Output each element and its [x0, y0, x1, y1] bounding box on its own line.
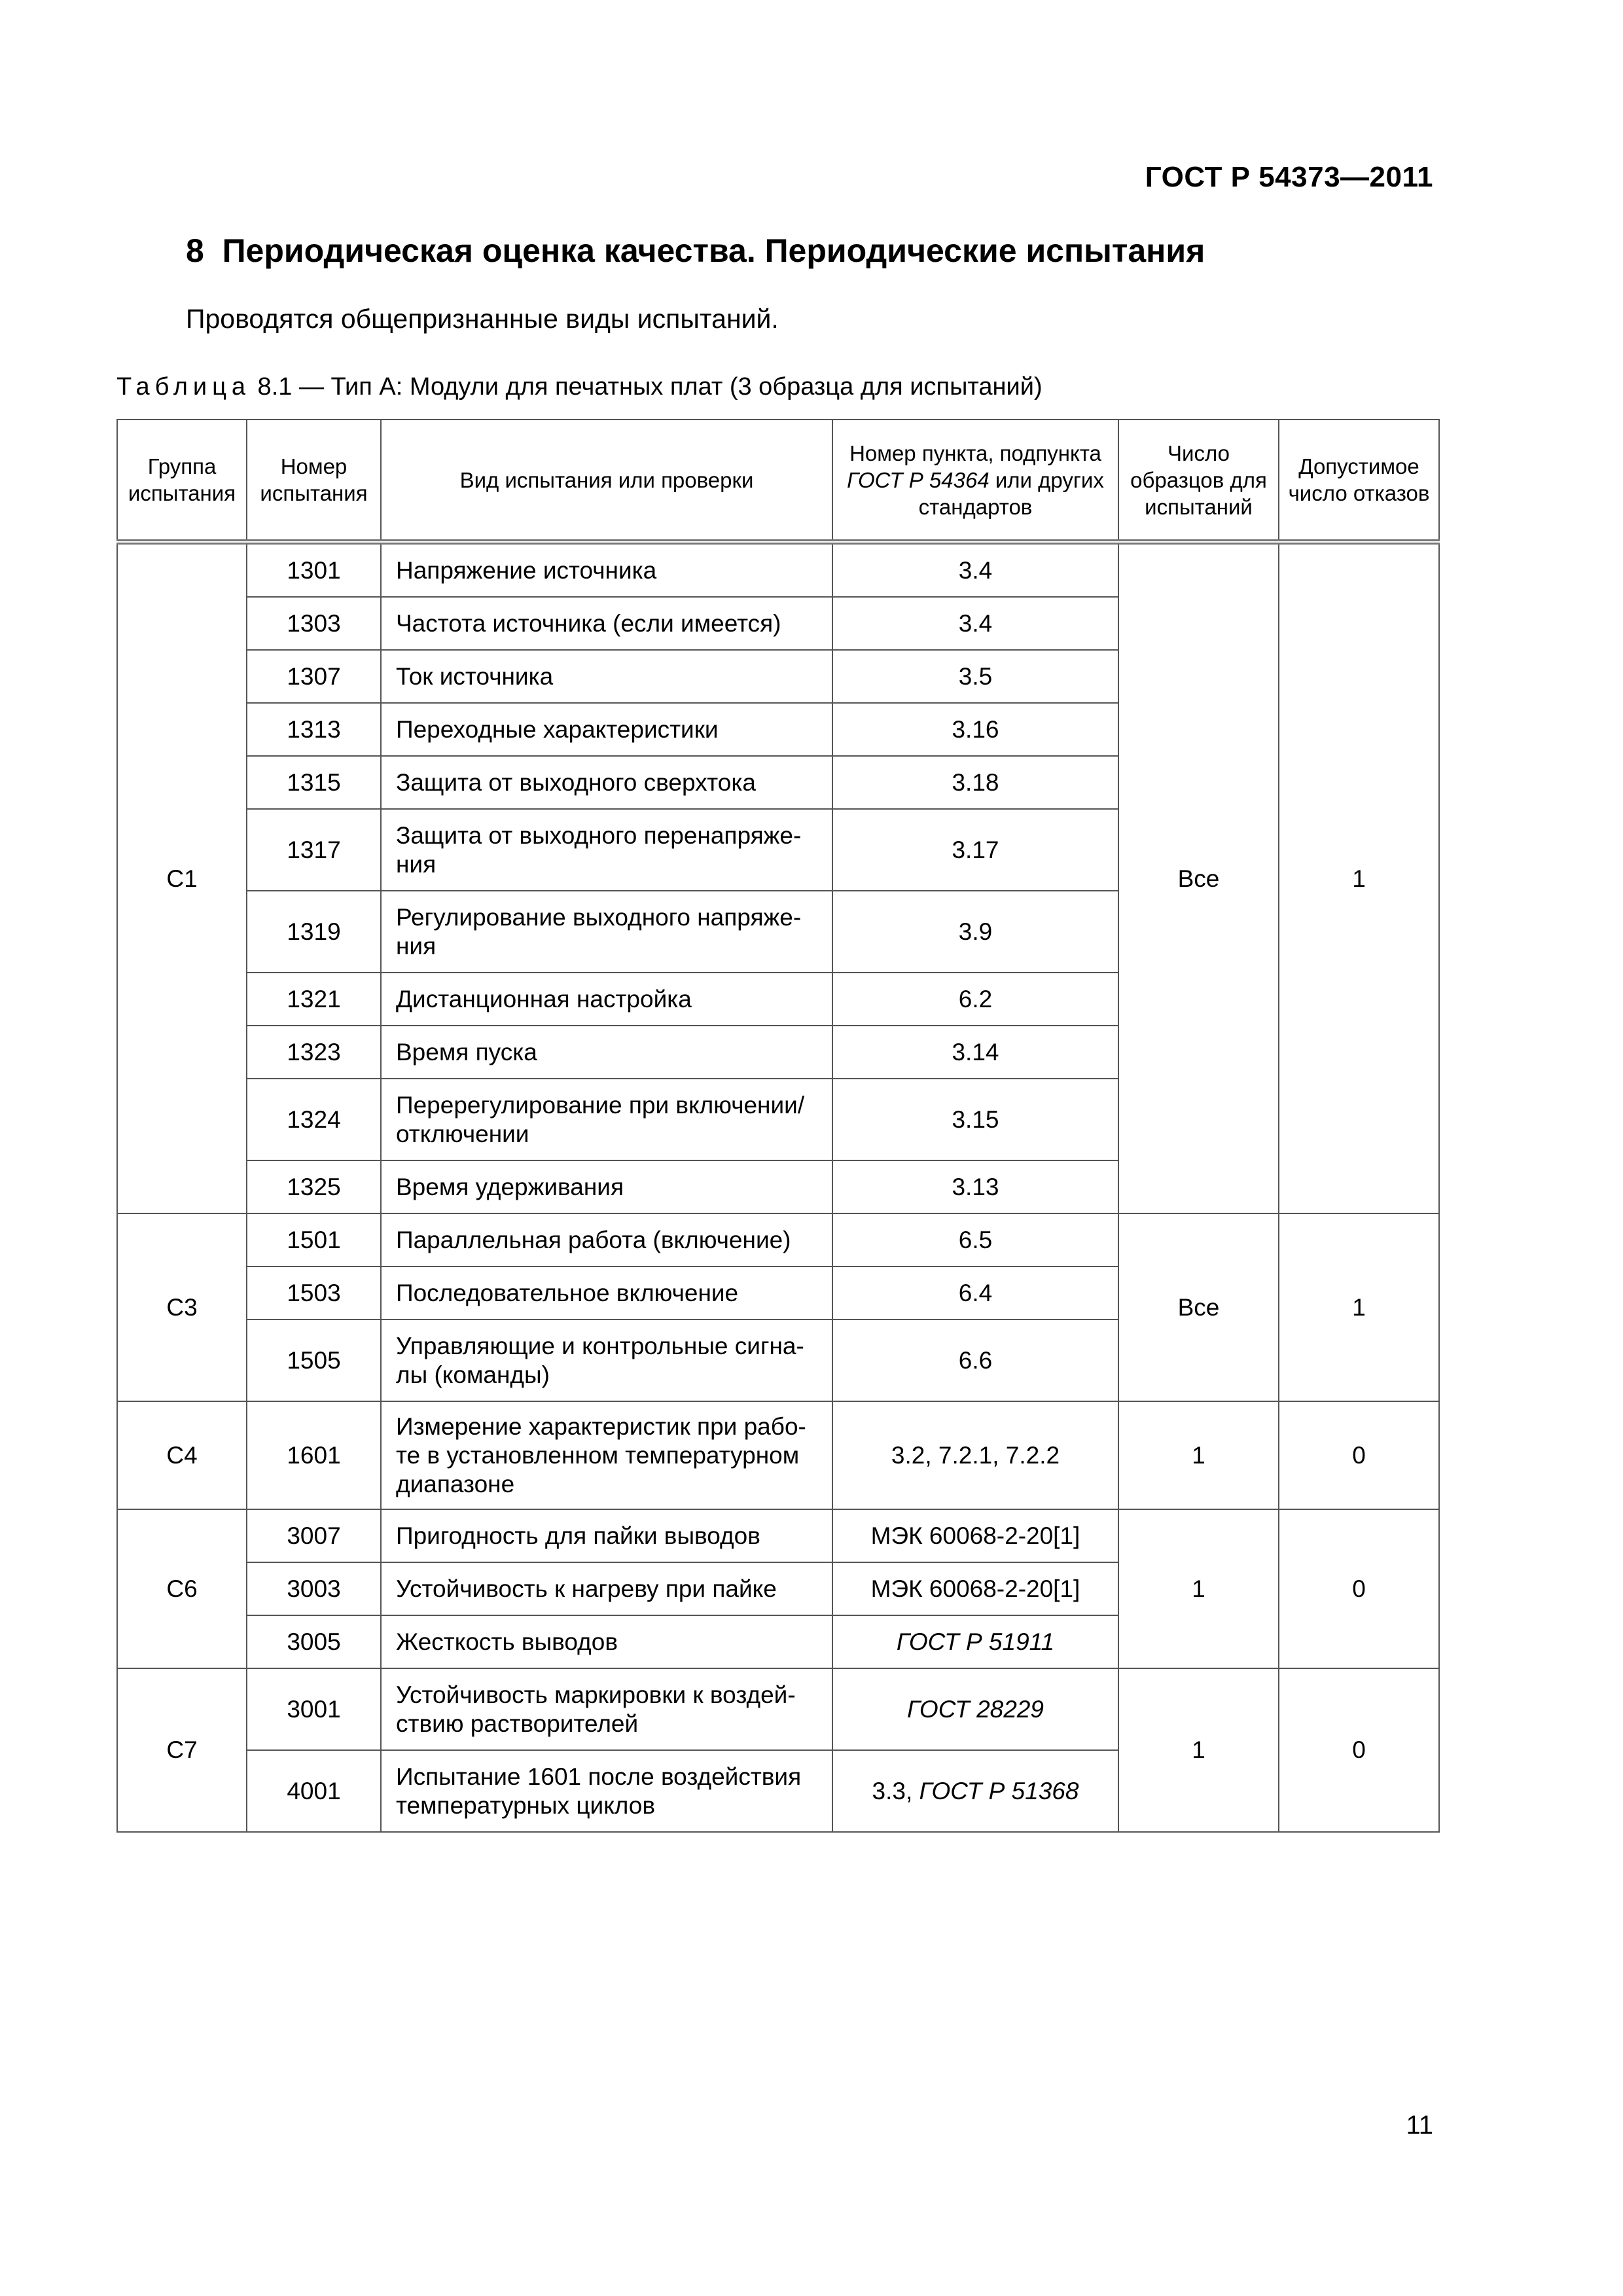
cell-kind: Защита от выходного перенапряже-ния: [381, 809, 832, 891]
cell-kind: Регулирование выходного напряже-ния: [381, 891, 832, 973]
cell-clause: 3.9: [832, 891, 1118, 973]
cell-number: 1313: [247, 703, 381, 756]
cell-clause: 3.14: [832, 1026, 1118, 1079]
cell-kind: Устойчивость маркировки к воздей-ствию растворителей: [381, 1668, 832, 1750]
cell-failures: 0: [1279, 1668, 1439, 1832]
cell-number: 1307: [247, 650, 381, 703]
cell-number: 1303: [247, 597, 381, 650]
cell-kind: Время удерживания: [381, 1160, 832, 1213]
cell-samples: Все: [1118, 542, 1279, 1213]
cell-clause: 3.13: [832, 1160, 1118, 1213]
cell-number: 1324: [247, 1079, 381, 1160]
cell-number: 3001: [247, 1668, 381, 1750]
cell-clause: 3.16: [832, 703, 1118, 756]
cell-number: 1601: [247, 1401, 381, 1509]
cell-failures: 0: [1279, 1509, 1439, 1668]
cell-samples: 1: [1118, 1668, 1279, 1832]
header-number: Номер испытания: [247, 420, 381, 542]
table-row: [117, 1509, 1439, 1562]
cell-number: 1503: [247, 1266, 381, 1319]
cell-number: 1319: [247, 891, 381, 973]
cell-kind: Последовательное включение: [381, 1266, 832, 1319]
cell-number: 1501: [247, 1213, 381, 1266]
section-heading: [186, 232, 1205, 270]
cell-kind: Параллельная работа (включение): [381, 1213, 832, 1266]
cell-kind: Напряжение источника: [381, 542, 832, 597]
section-number: 8: [186, 232, 204, 269]
cell-number: 3007: [247, 1509, 381, 1562]
cell-number: 1325: [247, 1160, 381, 1213]
header-clause-std: ГОСТ Р 54364: [847, 467, 990, 492]
cell-failures: 1: [1279, 542, 1439, 1213]
cell-failures: 0: [1279, 1401, 1439, 1509]
header-clause-line1: Номер пункта, подпункта: [849, 440, 1101, 465]
table-header-row: [117, 420, 1439, 542]
cell-samples: 1: [1118, 1401, 1279, 1509]
table-row: [117, 1213, 1439, 1266]
cell-samples: Все: [1118, 1213, 1279, 1401]
cell-number: 3003: [247, 1562, 381, 1615]
intro-paragraph: Проводятся общепризнанные виды испытаний.: [186, 304, 779, 334]
table-row: [117, 542, 1439, 597]
cell-clause: 3.4: [832, 597, 1118, 650]
header-group: Группа испытания: [117, 420, 247, 542]
cell-number: 1321: [247, 973, 381, 1026]
cell-group: С4: [117, 1401, 247, 1509]
page-number: 11: [1406, 2111, 1433, 2140]
cell-samples: 1: [1118, 1509, 1279, 1668]
cell-clause: 3.18: [832, 756, 1118, 809]
cell-clause: ГОСТ Р 51911: [832, 1615, 1118, 1668]
cell-group: С3: [117, 1213, 247, 1401]
header-clause: [832, 420, 1118, 542]
cell-kind: Перерегулирование при включении/ отключении: [381, 1079, 832, 1160]
cell-clause: 3.5: [832, 650, 1118, 703]
cell-kind: Переходные характеристики: [381, 703, 832, 756]
cell-clause: ГОСТ 28229: [832, 1668, 1118, 1750]
header-failures: Допустимое число отказов: [1279, 420, 1439, 542]
cell-clause: 3.4: [832, 542, 1118, 597]
cell-number: 1317: [247, 809, 381, 891]
cell-clause: 3.15: [832, 1079, 1118, 1160]
cell-clause: МЭК 60068-2-20[1]: [832, 1509, 1118, 1562]
cell-group: С1: [117, 542, 247, 1213]
test-table: [116, 419, 1440, 1833]
header-clause-line2: или других стандартов: [918, 467, 1104, 519]
cell-kind: Жесткость выводов: [381, 1615, 832, 1668]
cell-kind: Испытание 1601 после воздействия температурных циклов: [381, 1750, 832, 1832]
cell-clause: МЭК 60068-2-20[1]: [832, 1562, 1118, 1615]
cell-clause: 6.6: [832, 1319, 1118, 1401]
table-row: [117, 1668, 1439, 1750]
cell-kind: Управляющие и контрольные сигна-лы (команды): [381, 1319, 832, 1401]
cell-kind: Защита от выходного сверхтока: [381, 756, 832, 809]
cell-number: 4001: [247, 1750, 381, 1832]
cell-clause: 6.4: [832, 1266, 1118, 1319]
section-title: Периодическая оценка качества. Периодические испытания: [222, 232, 1205, 269]
table-caption: [116, 373, 1043, 401]
cell-number: 1301: [247, 542, 381, 597]
cell-failures: 1: [1279, 1213, 1439, 1401]
cell-kind: Ток источника: [381, 650, 832, 703]
standard-code: ГОСТ Р 54373—2011: [1145, 161, 1433, 193]
cell-number: 1505: [247, 1319, 381, 1401]
cell-kind: Дистанционная настройка: [381, 973, 832, 1026]
cell-clause: 6.2: [832, 973, 1118, 1026]
cell-clause-std: ГОСТ Р 51368: [919, 1777, 1079, 1804]
header-samples: Число образцов для испытаний: [1118, 420, 1279, 542]
cell-kind: Устойчивость к нагреву при пайке: [381, 1562, 832, 1615]
table-caption-text: 8.1 — Тип А: Модули для печатных плат (3 образца для испытаний): [251, 373, 1043, 401]
cell-number: 1315: [247, 756, 381, 809]
cell-group: С6: [117, 1509, 247, 1668]
cell-group: С7: [117, 1668, 247, 1832]
cell-clause: [832, 1750, 1118, 1832]
cell-kind: Время пуска: [381, 1026, 832, 1079]
cell-kind: Измерение характеристик при рабо-те в установленном температурном диапазоне: [381, 1401, 832, 1509]
cell-clause: 3.2, 7.2.1, 7.2.2: [832, 1401, 1118, 1509]
cell-number: 3005: [247, 1615, 381, 1668]
cell-number: 1323: [247, 1026, 381, 1079]
cell-kind: Пригодность для пайки выводов: [381, 1509, 832, 1562]
table-row: [117, 1401, 1439, 1509]
cell-clause: 3.17: [832, 809, 1118, 891]
cell-clause: 6.5: [832, 1213, 1118, 1266]
header-kind: Вид испытания или проверки: [381, 420, 832, 542]
table-caption-word: Таблица: [116, 373, 251, 401]
cell-kind: Частота источника (если имеется): [381, 597, 832, 650]
cell-clause-prefix: 3.3,: [872, 1777, 919, 1804]
